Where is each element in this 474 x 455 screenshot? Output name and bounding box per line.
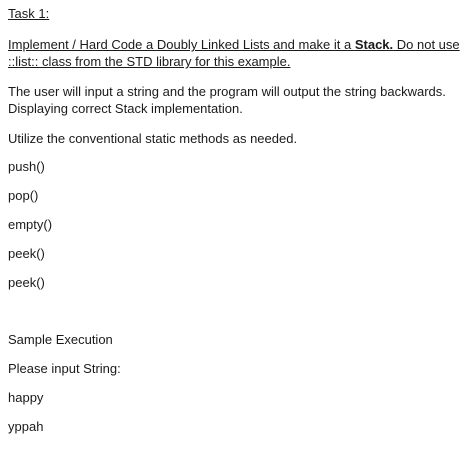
instruction-line-1: [8, 37, 460, 53]
sample-output: yppah: [8, 419, 44, 434]
utilize-text: Utilize the conventional static methods as needed.: [8, 131, 298, 146]
task-heading: Task 1:: [8, 6, 50, 21]
sample-input: happy: [8, 390, 44, 405]
description-line-2: Displaying correct Stack implementation.: [8, 101, 243, 116]
sample-heading: Sample Execution: [8, 332, 113, 347]
method-pop: pop(): [8, 188, 39, 203]
sample-prompt: Please input String:: [8, 361, 121, 376]
instruction-bold-stack: Stack.: [354, 37, 394, 52]
instruction-line-2: ::list:: class from the STD library for this example.: [8, 54, 291, 69]
instruction-text: Implement / Hard Code a Doubly Linked Lists and make it a: [8, 37, 355, 52]
instruction-text-after: Do not use: [393, 37, 460, 52]
method-push: push(): [8, 159, 45, 174]
method-peek-2: peek(): [8, 275, 45, 290]
description-line-1: The user will input a string and the program will output the string backwards.: [8, 84, 446, 99]
method-peek: peek(): [8, 246, 45, 261]
method-empty: empty(): [8, 217, 53, 232]
